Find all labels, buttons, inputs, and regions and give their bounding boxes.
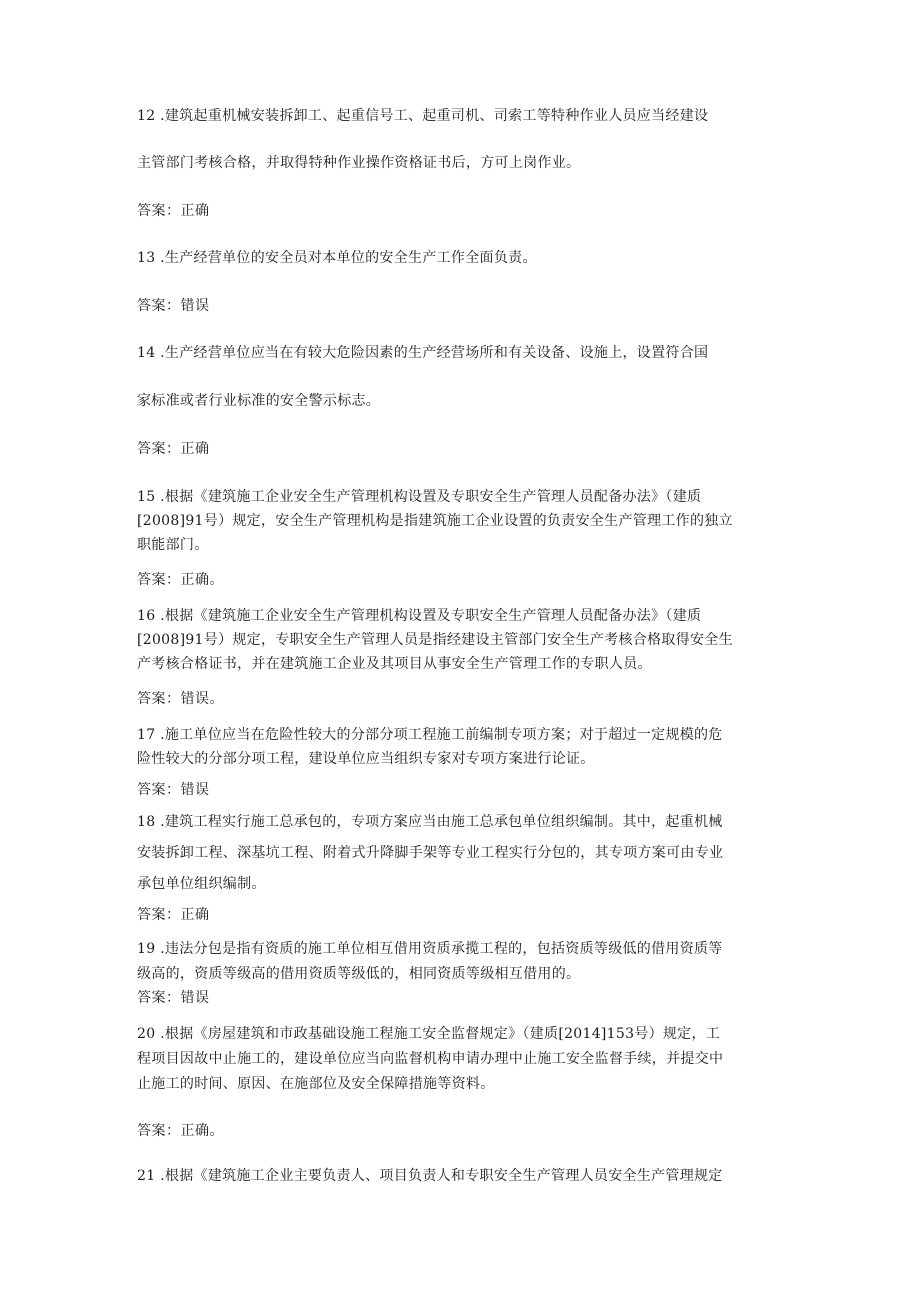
question-16-line-1: 16 .根据《建筑施工企业安全生产管理机构设置及专职安全生产管理人员配备办法》（建质 xyxy=(137,608,702,624)
answer-19: 答案：错误 xyxy=(137,990,210,1006)
question-14-line-2: 家标准或者行业标准的安全警示标志。 xyxy=(137,393,381,409)
question-17-line-2: 险性较大的分部分项工程，建设单位应当组织专家对专项方案进行论证。 xyxy=(137,751,595,767)
question-15-line-3: 职能部门。 xyxy=(137,537,209,553)
question-20-line-2: 程项目因故中止施工的，建设单位应当向监督机构申请办理中止施工安全监督手续，并提交中 xyxy=(137,1051,724,1067)
question-12-line-1: 12 .建筑起重机械安装拆卸工、起重信号工、起重司机、司索工等特种作业人员应当经建设 xyxy=(137,108,709,124)
question-18-line-1: 18 .建筑工程实行施工总承包的，专项方案应当由施工总承包单位组织编制。其中，起重机械 xyxy=(137,814,723,830)
question-18-line-3: 承包单位组织编制。 xyxy=(137,876,266,892)
question-19-line-1: 19 .违法分包是指有资质的施工单位相互借用资质承揽工程的，包括资质等级低的借用资质等 xyxy=(137,941,723,957)
question-15-line-1: 15 .根据《建筑施工企业安全生产管理机构设置及专职安全生产管理人员配备办法》（建质 xyxy=(137,489,702,505)
question-20-line-1: 20 .根据《房屋建筑和市政基础设施工程施工安全监督规定》（建质[2014]153号）规定，工 xyxy=(137,1026,721,1042)
answer-13: 答案：错误 xyxy=(137,298,210,314)
answer-17: 答案：错误 xyxy=(137,782,210,798)
question-21-line-1: 21 .根据《建筑施工企业主要负责人、项目负责人和专职安全生产管理人员安全生产管理规定 xyxy=(137,1168,723,1184)
question-15-line-2: [2008]91号）规定，安全生产管理机构是指建筑施工企业设置的负责安全生产管理工作的独立 xyxy=(137,513,733,529)
question-18-line-2: 安装拆卸工程、深基坑工程、附着式升降脚手架等专业工程实行分包的，其专项方案可由专业 xyxy=(137,845,724,861)
question-12-line-2: 主管部门考核合格，并取得特种作业操作资格证书后，方可上岗作业。 xyxy=(137,155,581,171)
question-16-line-2: [2008]91号）规定，专职安全生产管理人员是指经建设主管部门安全生产考核合格取得安全生 xyxy=(137,632,733,648)
answer-20: 答案：正确。 xyxy=(137,1123,224,1139)
question-19-line-2: 级高的，资质等级高的借用资质等级低的，相同资质等级相互借用的。 xyxy=(137,966,581,982)
answer-15: 答案：正确。 xyxy=(137,572,224,588)
question-17-line-1: 17 .施工单位应当在危险性较大的分部分项工程施工前编制专项方案；对于超过一定规模的危 xyxy=(137,727,723,743)
answer-14: 答案：正确 xyxy=(137,441,210,457)
question-20-line-3: 止施工的时间、原因、在施部位及安全保障措施等资料。 xyxy=(137,1076,495,1092)
answer-18: 答案：正确 xyxy=(137,907,210,923)
answer-16: 答案：错误。 xyxy=(137,691,224,707)
question-16-line-3: 产考核合格证书，并在建筑施工企业及其项目从事安全生产管理工作的专职人员。 xyxy=(137,656,652,672)
question-13-line-1: 13 .生产经营单位的安全员对本单位的安全生产工作全面负责。 xyxy=(137,250,537,266)
answer-12: 答案：正确 xyxy=(137,203,210,219)
question-14-line-1: 14 .生产经营单位应当在有较大危险因素的生产经营场所和有关设备、设施上，设置符合国 xyxy=(137,345,709,361)
